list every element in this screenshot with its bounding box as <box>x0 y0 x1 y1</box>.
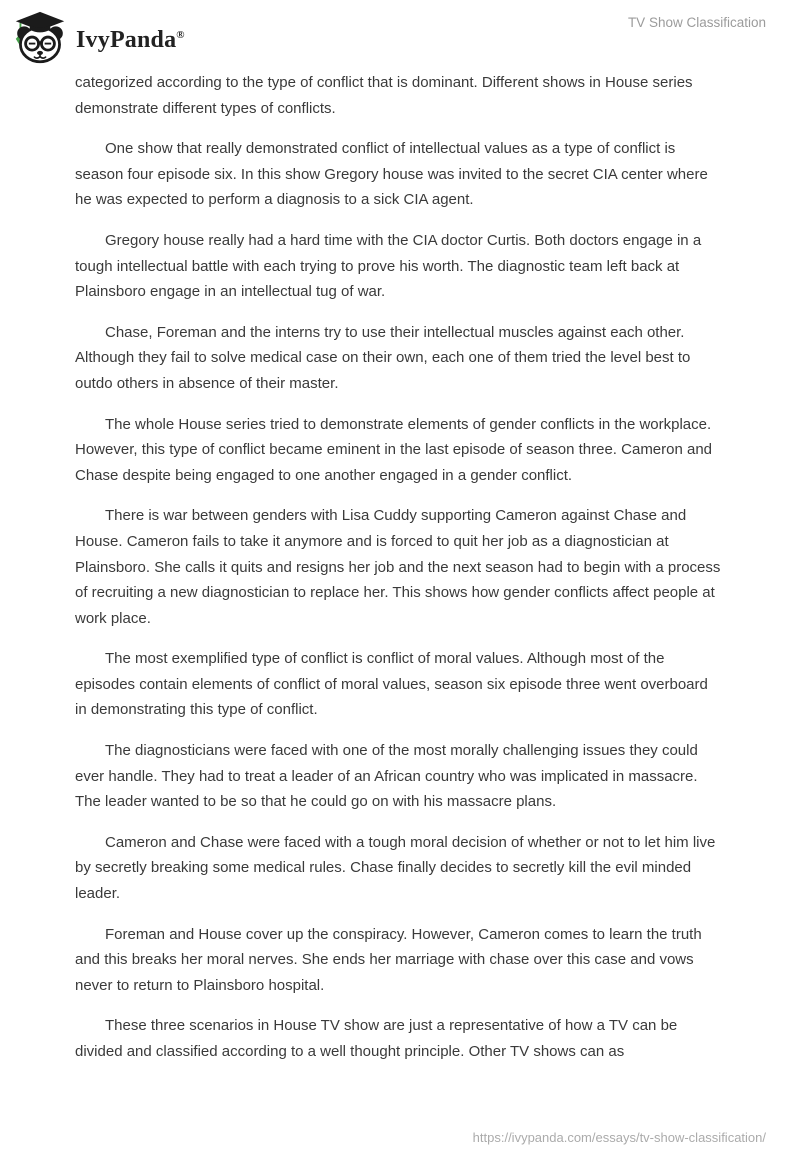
brand-name: IvyPanda® <box>76 27 185 53</box>
page-footer <box>0 1129 766 1147</box>
essay-paragraph: Cameron and Chase were faced with a tough moral decision of whether or not to let him live by secretly breaking some medical rules. Chase finally decides to secretly kill the evil minded leader. <box>75 833 716 903</box>
essay-paragraph: The whole House series tried to demonstrate elements of gender conflicts in the workplace. However, this type of conflict became eminent in the last episode of season three. Cameron and Chase despite being engaged to one another engaged in a gender conflict. <box>75 415 713 484</box>
ivypanda-brand[interactable] <box>12 8 185 67</box>
source-url[interactable]: https://ivypanda.com/essays/tv-show-classification/ <box>472 1130 766 1145</box>
essay-paragraph: These three scenarios in House TV show are just a representative of how a TV can be divided and classified according to a well thought principle. Other TV shows can as <box>75 1017 678 1060</box>
essay-paragraph: The most exemplified type of conflict is conflict of moral values. Although most of the episodes contain elements of conflict of moral values, season six episode three went overboard in demonstrating this type of conflict. <box>75 650 708 719</box>
essay-paragraph: There is war between genders with Lisa Cuddy supporting Cameron against Chase and House. Cameron fails to take it anymore and is forced to quit her job as a diagnostician at Plainsboro. She calls it quits and resigns her job and the next season had to begin with a process of recruiting a new diagnostician to replace her. This shows how gender conflicts affect people at work place. <box>75 507 721 627</box>
essay-paragraph: Chase, Foreman and the interns try to use their intellectual muscles against each other. Although they fail to solve medical case on their own, each one of them tried the level best to outdo others in absence of their master. <box>75 323 691 392</box>
document-title: TV Show Classification <box>627 15 766 30</box>
essay-paragraph: categorized according to the type of conflict that is dominant. Different shows in House series demonstrate different types of conflicts. <box>75 74 693 117</box>
essay-paragraph: Gregory house really had a hard time with the CIA doctor Curtis. Both doctors engage in a tough intellectual battle with each trying to prove his worth. The diagnostic team left back at Plainsboro engage in an intellectual tug of war. <box>75 231 702 301</box>
essay-paragraph: Foreman and House cover up the conspiracy. However, Cameron comes to learn the truth and this breaks her moral nerves. She ends her marriage with chase over this case and vows never to return to Plainsboro hospital. <box>75 925 702 994</box>
essay-body <box>75 70 721 1080</box>
paragraph-container <box>75 70 721 1065</box>
essay-paragraph: The diagnosticians were faced with one of the most morally challenging issues they could ever handle. They had to treat a leader of an African country who was implicated in massacre. The leader wanted to be so that he could go on with his massacre plans. <box>75 742 698 811</box>
essay-paragraph: One show that really demonstrated conflict of intellectual values as a type of conflict is season four episode six. In this show Gregory house was invited to the secret CIA center where he was expected to perform a diagnosis to a sick CIA agent. <box>75 140 708 209</box>
page-header <box>0 0 800 64</box>
ivypanda-panda-logo-icon <box>12 11 68 65</box>
registered-mark: ® <box>176 29 185 41</box>
